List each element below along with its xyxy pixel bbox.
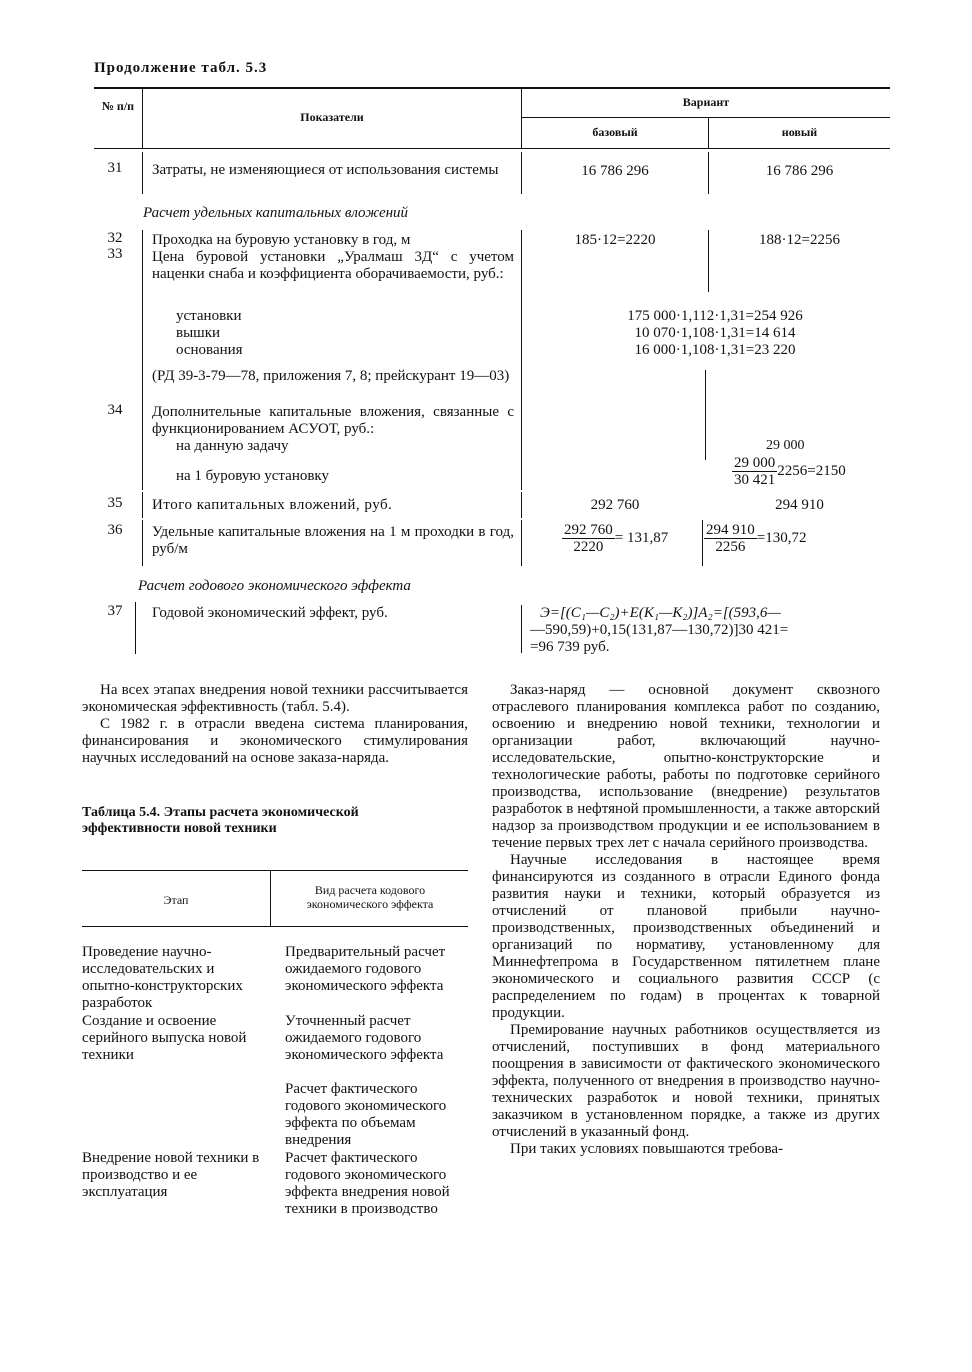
row-34-new2 (732, 455, 846, 488)
table-variant-rule (521, 117, 890, 118)
row-37-text: Годовой экономический эффект, руб. (152, 605, 388, 621)
row-35-base: 292 760 (590, 497, 640, 513)
row-divider (521, 520, 522, 566)
row-33c-label: основания (176, 342, 243, 358)
continuation-title: Продолжение табл. 5.3 (94, 60, 268, 76)
row-33a-value: 175 000·1,112·1,31=254 926 (627, 308, 803, 324)
row-33a-label: установки (176, 308, 242, 324)
row-32-base: 185·12=2220 (574, 232, 656, 248)
row-34-frac-num: 29 000 (734, 455, 776, 471)
row-36-text: Удельные капитальные вложения на 1 м проходки в год, руб/м (152, 524, 514, 557)
table-54-stage-1: Проведение научно-исследовательских и опытно-конструкторских разработок (82, 944, 243, 1011)
table-54-calc-2: Уточненный расчет ожидаемого годового экономического эффекта (285, 1013, 444, 1063)
row-36-new-num: 294 910 (706, 522, 755, 538)
row-36-base-rest: = 131,87 (614, 529, 669, 546)
right-text (492, 682, 880, 1158)
row-divider (142, 152, 143, 194)
left-text (82, 682, 468, 767)
row-31-new: 16 786 296 (765, 163, 834, 179)
right-paragraph-4: При таких условиях повышаются требова- (510, 1141, 783, 1157)
row-36-new (704, 522, 806, 555)
table-54-calc-4: Расчет фактического годового экономического эффекта внедрения новой техники в производство (285, 1150, 450, 1217)
right-paragraph-2: Научные исследования в настоящее время финансируются из созданного в отрасли Единого фонда развития науки и техники, который образуется из отчислений от плановой прибыли научно-производственных, производственных объединений и организаций по нормативу, установленному для Миннефтепрома в Государственном пятилетнем плане экономического и социального развития СССР (с распределением по годам) в процентах к товарной продукции. (492, 852, 880, 1021)
row-36-new-den: 2256 (715, 539, 746, 555)
row-34-frac-rest: 2256=2150 (777, 462, 846, 479)
row-31-text: Затраты, не изменяющиеся от использования системы (152, 162, 499, 178)
row-divider (705, 370, 706, 460)
table-54-calc-3: Расчет фактического годового экономического эффекта по объемам внедрения (285, 1081, 447, 1148)
row-33-text: Цена буровой установки „Уралмаш 3Д“ с учетом наценки снаба и коэффициента оборачиваемости, руб.: (152, 249, 514, 282)
row-34-sub1: на данную задачу (176, 438, 289, 454)
row-34-sub2: на 1 буровую установку (176, 468, 330, 484)
row-divider (521, 605, 522, 653)
row-32-num: 32 (107, 230, 123, 246)
row-31-base: 16 786 296 (581, 163, 649, 179)
table-54-calc-1: Предварительный расчет ожидаемого годового экономического эффекта (285, 944, 446, 994)
table-54-header-rule (82, 926, 468, 927)
row-34-text: Дополнительные капитальные вложения, связанные с функционированием АСУОТ, руб.: (152, 404, 514, 437)
row-36-new-rest: =130,72 (756, 529, 807, 546)
row-36-base-den: 2220 (573, 539, 604, 555)
row-37-formula-3: =96 739 руб. (530, 639, 610, 655)
left-paragraph-2: С 1982 г. в отрасли введена система планирования, финансирования и экономического стимулирования научных исследований на основе заказа-наряда. (82, 716, 468, 766)
row-37-formula-2: —590,59)+0,15(131,87—130,72)]30 421= (530, 622, 789, 638)
row-37-num: 37 (107, 603, 123, 619)
table-54-stage-4: Внедрение новой техники в производство и ее эксплуатация (82, 1150, 260, 1200)
row-35-num: 35 (107, 495, 123, 511)
row-36-base (562, 522, 668, 555)
col-header-base: базовый (592, 125, 638, 139)
row-32-text: Проходка на буровую установку в год, м (152, 232, 411, 248)
row-divider (142, 520, 143, 566)
row-31-num: 31 (107, 160, 123, 176)
row-33b-value: 10 070·1,108·1,31=14 614 (634, 325, 796, 341)
right-paragraph-1: Заказ-наряд — основной документ сквозного отраслевого планирования комплекса работ по созданию, освоению и внедрению новой техники, технологии и организации работ, включающий научно-исследовательские, опытно-конструкторские и технологические работы, работы по подготовке серийного производства, использование (внедрение) результатов разработок в нефтяной промышленности, а также авторский надзор за производством продукции и ее использованием в течение первых трех лет с начала серийного производства. (492, 682, 880, 851)
col-header-indicators: Показатели (300, 110, 364, 124)
row-33b-label: вышки (176, 325, 221, 341)
row-32-new: 188·12=2256 (759, 232, 840, 248)
section-capital-investments: Расчет удельных капитальных вложений (143, 205, 409, 221)
row-34-num: 34 (107, 402, 123, 418)
row-divider (142, 492, 143, 518)
right-paragraph-3: Премирование научных работников осуществляется из отчислений, поступивших в фонд материального поощрения в зависимости от фактического экономического эффекта, полученного от внедрения в производство научно-технических разработок и новой техники, принятых заказчиком в установленном порядке, а также из других отчислений в указанный фонд. (492, 1022, 880, 1140)
row-36-num: 36 (107, 522, 123, 538)
row-34-new1: 29 000 (766, 438, 805, 453)
row-33-note: (РД 39-3-79—78, приложения 7, 8; прейскурант 19—03) (152, 368, 510, 384)
row-divider (135, 602, 136, 654)
row-divider (702, 520, 703, 566)
table-top-rule (94, 87, 890, 89)
row-33c-value: 16 000·1,108·1,31=23 220 (634, 342, 796, 358)
left-paragraph-1: На всех этапах внедрения новой техники рассчитывается экономическая эффективность (табл. 5.4). (82, 682, 468, 715)
col-header-variant: Вариант (682, 95, 730, 109)
table-54-stage-2: Создание и освоение серийного выпуска новой техники (82, 1013, 247, 1063)
table-54-col-divider (270, 871, 271, 926)
table-54-caption: Таблица 5.4. Этапы расчета экономической эффективности новой техники (82, 805, 359, 836)
row-divider (521, 230, 522, 490)
table-54-top-rule (82, 870, 468, 871)
row-33-num: 33 (107, 246, 123, 262)
row-divider (142, 230, 143, 490)
table-54-header-stage: Этап (163, 893, 189, 907)
col-header-num: № п/п (101, 99, 135, 113)
row-36-base-num: 292 760 (564, 522, 613, 538)
table-54-header-calc: Вид расчета кодового экономического эффекта (306, 883, 434, 911)
row-37-formula-1: Э=[(С₁—С₂)+Е(К₁—К₂)]А₂=[(593,6— (540, 605, 781, 621)
table-header-rule (94, 148, 890, 149)
col-header-new: новый (781, 125, 818, 139)
row-35-text: Итого капитальных вложений, руб. (152, 497, 393, 513)
section-annual-effect: Расчет годового экономического эффекта (138, 578, 411, 594)
row-34-frac-den: 30 421 (734, 472, 776, 488)
row-35-new: 294 910 (775, 497, 824, 513)
